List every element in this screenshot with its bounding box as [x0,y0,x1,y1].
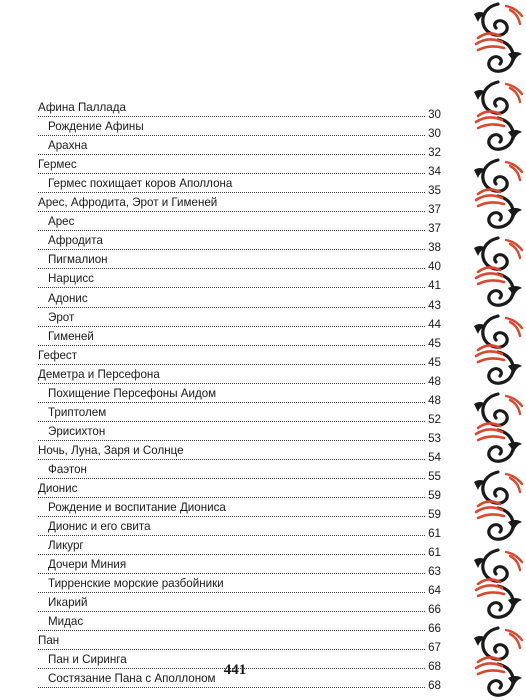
toc-entry-page: 45 [428,355,441,369]
toc-entry-title: Эрисихтон [48,424,106,438]
toc-entry-page: 41 [428,279,441,293]
toc-entry-page: 40 [428,260,441,274]
toc-entry-page: 64 [428,584,441,598]
toc-entry [38,631,441,655]
toc-entry [38,612,441,636]
toc-entry [38,98,441,122]
toc-entry-page: 43 [428,298,441,312]
toc-entry-page: 35 [428,184,441,198]
toc-entry-page: 59 [428,488,441,502]
toc-entry [38,479,441,502]
toc-entry-title: Гименей [48,329,94,343]
toc-entry-title: Афродита [48,234,103,248]
toc-entry-page: 30 [428,108,441,122]
toc-entry [38,155,441,179]
toc-entry-title: Икарий [48,596,88,610]
toc-entry [38,250,441,274]
toc-entry-title: Триптолем [48,405,107,419]
greek-palmette-border-icon [470,0,526,700]
toc-entry-title: Гермес похищает коров Аполлона [48,177,233,191]
toc-entry-page: 37 [428,222,441,236]
toc-entry-page: 38 [428,241,441,255]
toc-entry-page: 61 [428,527,441,541]
toc-entry-title: Арахна [48,139,88,153]
toc-entry [38,441,441,464]
toc-entry-page: 61 [428,546,441,560]
toc-entry-title: Пан [38,634,60,648]
toc-entry-title: Рождение и воспитание Диониса [48,501,226,515]
toc-entry-title: Нарцисс [48,272,94,286]
toc-entry [38,384,441,407]
toc-entry-page: 52 [428,412,441,426]
toc-entry-title: Афина Паллада [38,101,126,115]
toc-entry-title: Деметра и Персефона [38,367,160,381]
toc-entry [38,174,441,198]
toc-entry-page: 68 [428,679,441,693]
toc-entry [38,269,441,293]
toc-entry-page: 55 [428,469,441,483]
toc-entry-title: Пигмалион [48,253,108,267]
toc-entry [38,555,441,579]
toc-entry-page: 66 [428,622,441,636]
toc-entry-title: Рождение Афины [48,120,144,134]
toc-entry [38,288,441,312]
toc-entry-page: 32 [428,146,441,160]
toc-entry-title: Арес [48,215,75,229]
toc-entry [38,193,441,217]
toc-entry [38,498,441,522]
toc-entry-page: 53 [428,431,441,445]
toc-entry-title: Дионис [38,481,78,495]
toc-entry-page: 30 [428,127,441,141]
toc-entry-page: 48 [428,393,441,407]
toc-entry [38,308,441,331]
toc-entry-page: 66 [428,603,441,617]
toc-entry [38,327,441,350]
toc-entry [38,117,441,141]
toc-entry [38,422,441,445]
toc-entry-title: Пан и Сиринга [48,653,127,667]
toc-entry-title: Похищение Персефоны Аидом [48,386,217,400]
toc-entry-title: Арес, Афродита, Эрот и Гименей [38,196,218,210]
toc-entry-title: Фаэтон [48,462,87,476]
toc-entry-title: Гефест [38,348,78,362]
toc-entry [38,231,441,255]
toc-entry [38,365,441,388]
toc-entry-page: 37 [428,203,441,217]
toc-entry-page: 48 [428,374,441,388]
toc-entry-page: 34 [428,165,441,179]
toc-entry [38,460,441,483]
toc-entry [38,403,441,426]
toc-entry-title: Эрот [48,310,75,324]
toc-entry [38,593,441,617]
toc-entry-page: 45 [428,336,441,350]
toc-entry-title: Гермес [38,158,77,172]
table-of-contents [38,98,441,693]
toc-entry-page: 54 [428,450,441,464]
toc-entry-title: Адонис [48,291,88,305]
toc-entry-title: Тирренские морские разбойники [48,577,224,591]
toc-entry-page: 68 [428,660,441,674]
toc-entry-page: 59 [428,508,441,522]
toc-entry [38,136,441,160]
toc-entry-title: Дионис и его свита [48,520,151,534]
page-number: 441 [223,662,247,678]
toc-entry [38,346,441,369]
toc-entry [38,574,441,598]
toc-entry-title: Состязание Пана с Аполлоном [48,672,216,686]
toc-entry-page: 44 [428,317,441,331]
toc-entry [38,212,441,236]
toc-entry-title: Ликург [48,539,84,553]
toc-entry [38,517,441,541]
toc-entry-title: Ночь, Луна, Заря и Солнце [38,443,184,457]
toc-entry [38,536,441,560]
toc-entry-page: 67 [428,641,441,655]
toc-entry-title: Дочери Миния [48,558,127,572]
toc-entry-page: 63 [428,565,441,579]
toc-entry-title: Мидас [48,615,84,629]
